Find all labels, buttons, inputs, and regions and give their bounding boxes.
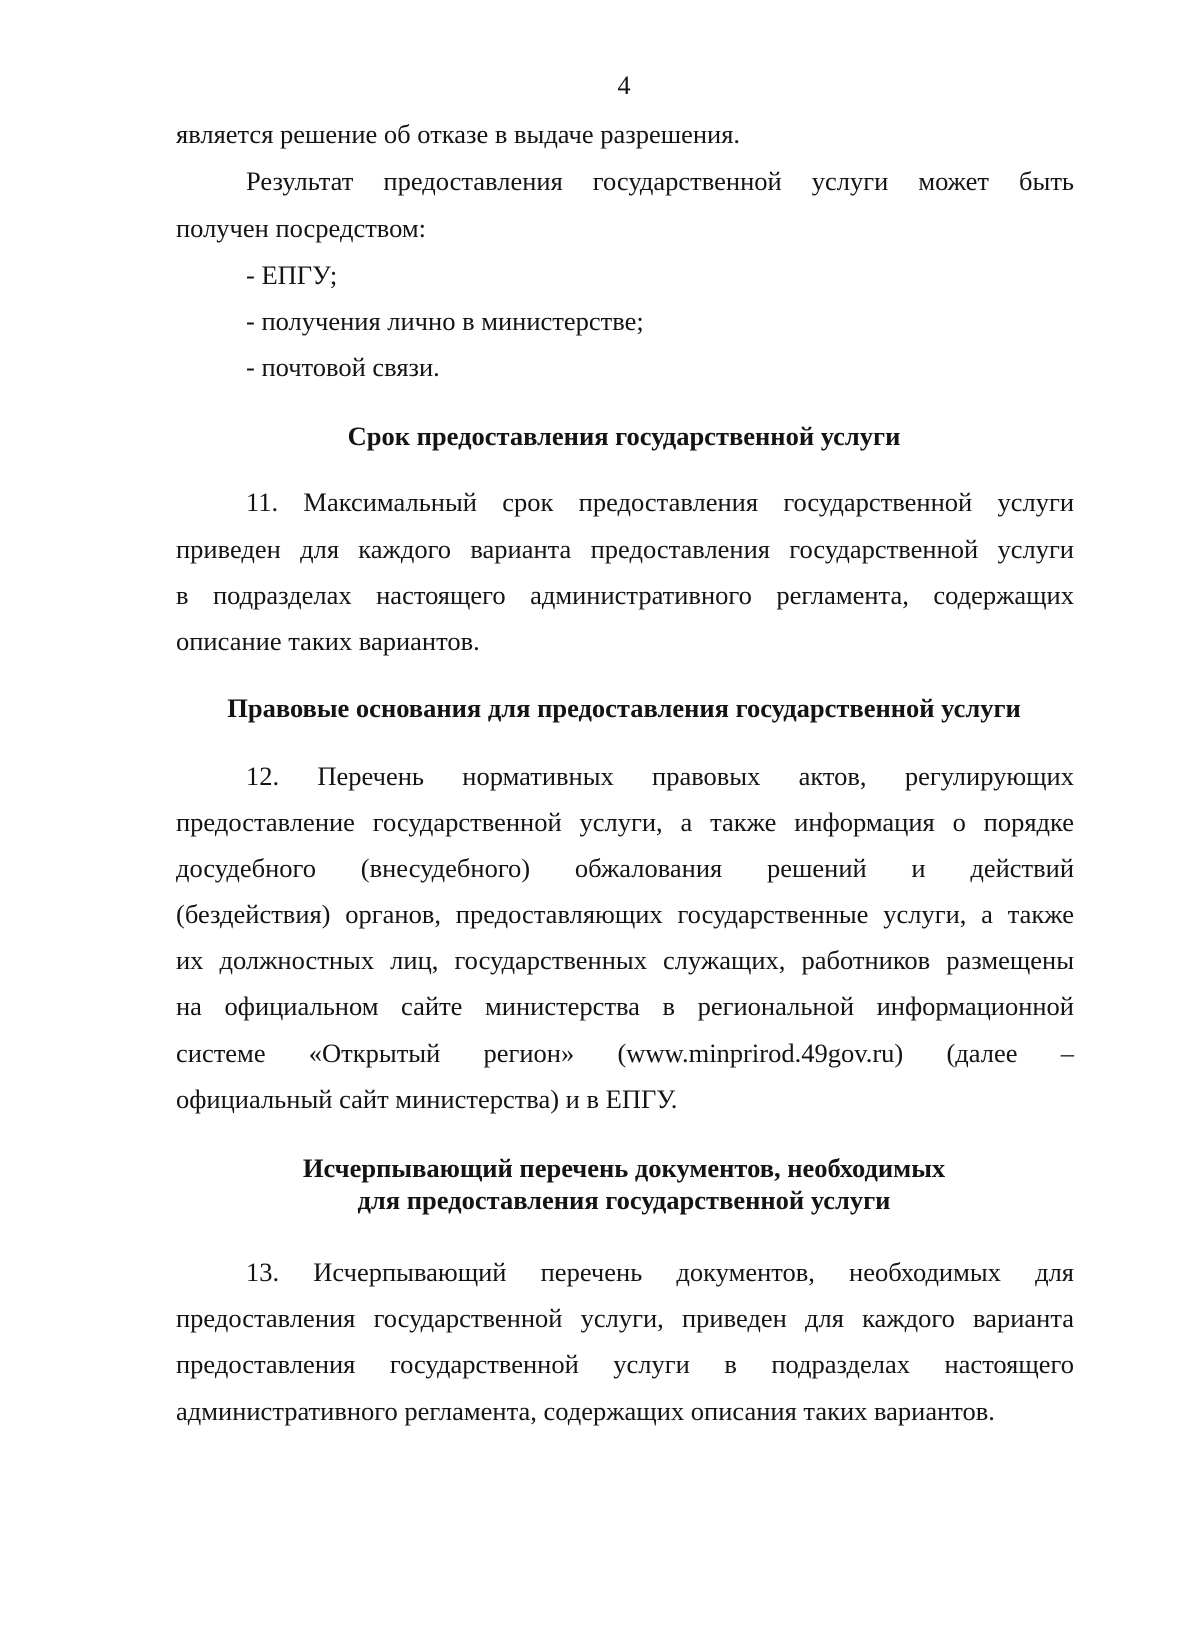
paragraph-line: предоставления государственной услуги, приведен для каждого варианта bbox=[176, 1303, 1074, 1333]
paragraph-line: приведен для каждого варианта предоставления государственной услуги bbox=[176, 534, 1074, 564]
paragraph-line: (бездействия) органов, предоставляющих государственные услуги, а также bbox=[176, 899, 1074, 929]
section-heading: Исчерпывающий перечень документов, необходимых bbox=[302, 1153, 946, 1183]
section-heading: для предоставления государственной услуги bbox=[357, 1185, 891, 1215]
paragraph-line: системе «Открытый регион» (www.minprirod.49gov.ru) (далее – bbox=[176, 1038, 1074, 1068]
page-number: 4 bbox=[617, 71, 631, 100]
section-heading: Правовые основания для предоставления государственной услуги bbox=[227, 693, 1021, 723]
paragraph-line: является решение об отказе в выдаче разрешения. bbox=[176, 119, 741, 149]
paragraph-line: получен посредством: bbox=[176, 213, 427, 243]
paragraph-line: 11. Максимальный срок предоставления государственной услуги bbox=[246, 487, 1074, 517]
paragraph-line: на официальном сайте министерства в региональной информационной bbox=[176, 991, 1074, 1021]
paragraph-line: официальный сайт министерства) и в ЕПГУ. bbox=[176, 1084, 678, 1114]
paragraph-line: 12. Перечень нормативных правовых актов, регулирующих bbox=[246, 761, 1074, 791]
paragraph-line: предоставления государственной услуги в подразделах настоящего bbox=[176, 1349, 1074, 1379]
paragraph-line: их должностных лиц, государственных служащих, работников размещены bbox=[176, 945, 1074, 975]
paragraph-line: 13. Исчерпывающий перечень документов, необходимых для bbox=[246, 1257, 1074, 1287]
paragraph-line: предоставление государственной услуги, а также информация о порядке bbox=[176, 807, 1074, 837]
list-item: - почтовой связи. bbox=[246, 352, 440, 382]
paragraph-line: в подразделах настоящего административного регламента, содержащих bbox=[176, 580, 1074, 610]
paragraph-line: описание таких вариантов. bbox=[176, 626, 480, 656]
section-heading: Срок предоставления государственной услуги bbox=[347, 421, 901, 451]
paragraph-line: Результат предоставления государственной услуги может быть bbox=[246, 166, 1074, 196]
list-item: - ЕПГУ; bbox=[246, 260, 338, 290]
list-item: - получения лично в министерстве; bbox=[246, 306, 644, 336]
paragraph-line: досудебного (внесудебного) обжалования решений и действий bbox=[176, 853, 1074, 883]
paragraph-line: административного регламента, содержащих описания таких вариантов. bbox=[176, 1396, 995, 1426]
